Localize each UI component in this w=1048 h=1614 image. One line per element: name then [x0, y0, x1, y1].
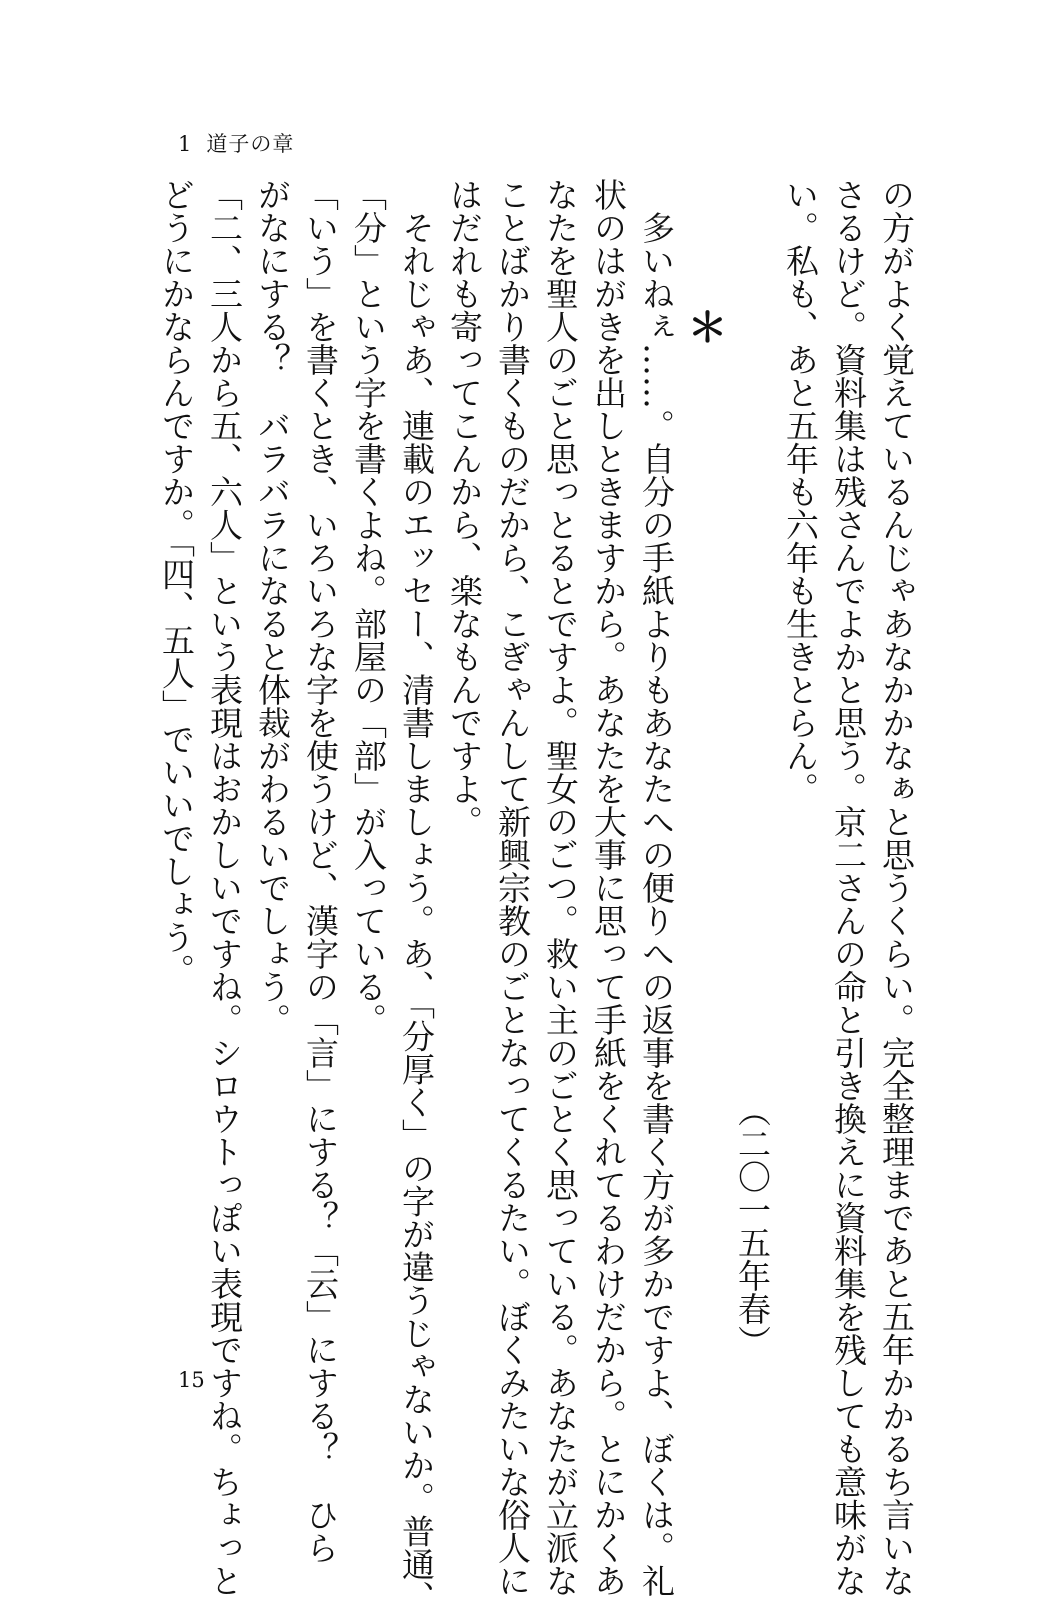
text-column: の方がよく覚えているんじゃあなかかなぁと思うくらい。完全整理まであと五年かかるち言いな: [877, 178, 916, 1597]
chapter-title: 道子の章: [206, 132, 295, 156]
text-column: それじゃあ、連載のエッセー、清書しましょう。あ、「分厚く」の字が違うじゃないか。普通、: [397, 178, 436, 1614]
text-column: 「分」という字を書くよね。部屋の「部」が入っている。: [349, 178, 388, 1036]
text-column: 多いねぇ……。自分の手紙よりもあなたへの便りへの返事を書く方が多かですよ、ぼくは。礼: [637, 178, 676, 1597]
section-break-asterisk: ＊: [681, 306, 728, 346]
text-column: 「いう」を書くとき、いろいろな字を使うけど、漢字の「言」にする？「云」にする？ ひら: [301, 178, 340, 1564]
page-number: 15: [178, 1368, 205, 1392]
date-line: （二〇一五年春）: [733, 1094, 772, 1358]
chapter-number: 1: [178, 132, 193, 156]
text-column: い。私も、あと五年も六年も生きとらん。: [781, 178, 820, 805]
running-head: [178, 128, 294, 158]
text-column: ことばかり書くものだから、こぎゃんして新興宗教のごとなってくるたい。ぼくみたいな俗人に: [493, 178, 532, 1597]
text-column: はだれも寄ってこんから、楽なもんですよ。: [445, 178, 484, 838]
text-column: どうにかならんですか。「四、五人」でいいでしょう。: [157, 178, 196, 987]
text-column: さるけど。資料集は残さんでよかと思う。京二さんの命と引き換えに資料集を残しても意味がな: [829, 178, 868, 1597]
text-column: なたを聖人のごと思っとるとですよ。聖女のごつ。救い主のごとく思っている。あなたが立派な: [541, 178, 580, 1597]
text-column: 状のはがきを出しときますから。あなたを大事に思って手紙をくれてるわけだから。とにかくあ: [589, 178, 628, 1597]
text-column: がなにする？ バラバラになると体裁がわるいでしょう。: [253, 178, 292, 1036]
text-column: 「二、三人から五、六人」という表現はおかしいですね。シロウトっぽい表現ですね。ちょっと: [205, 178, 244, 1597]
